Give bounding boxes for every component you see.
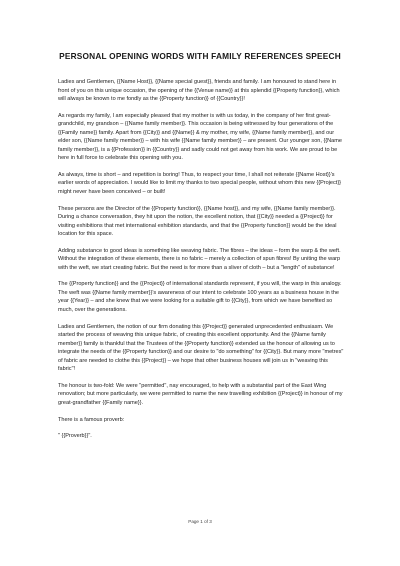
paragraph-time: As always, time is short – and repetition is boring! Thus, to respect your time, I shall not reiterate {{Name Host}}'s earlier words of appreciation. I would like to limit my thanks to two special people, without whom this new {{Project}} might never have been conceived – or built! [58, 171, 342, 195]
paragraph-greeting: Ladies and Gentlemen, {{Name Host}}, {{Name special guest}}, friends and family. I am honoured to stand here in front of you on this unique occasion, the opening of the {{Venue name}} at this splendid {{Property function}}, which will always be known to me fondly as the {{Property function}} of {{Country}}! [58, 79, 340, 102]
paragraph-director: These persons are the Director of the {{Property function}}, {{Name host}}, and my wife, {{Name family member}}. During a chance conversation, they hit upon the notion, the excellent notion, that {{City}} needed a {{Project}} for visiting exhibitions that met international exhibition standards, and that the {{Property function}} would be the ideal location for this space. [58, 205, 337, 238]
paragraph-proverb-intro: There is a famous proverb: [58, 416, 125, 423]
paragraph-enthusiasm: Ladies and Gentlemen, the notion of our firm donating this {{Project}} generated unprecedented enthusiasm. We started the process of weaving this unique fabric, of creating this excellent opportunity. And the {{Name family member}} family is thankful that the Trustees of the {{Property function}} extended us the honour of allowing us to integrate the needs of the {{Property function}} and our desire to "do something" for {{City}}. But many more "metres" of fabric are needed to clothe this {{Project}} – we hope that other business houses will join us in "weaving this fabric"! [58, 323, 344, 373]
document-body [58, 78, 346, 449]
document-title: PERSONAL OPENING WORDS WITH FAMILY REFERENCES SPEECH [59, 51, 341, 61]
paragraph-family: As regards my family, I am especially pleased that my mother is with us today, in the company of her first great-grandchild, my grandson – {{Name family member}}. This occasion is being witnessed by four generations of the {{Family name}} family. Apart from {{City}} and {{Name}} & my mother, my wife, {{Name family member}}, and our elder son, {{Name family member}} – with his wife {{Name family member}} – are present. Our younger son, {{Name family member}}, is a {{Profession}} in {{Country}} and sadly could not get away from his work. We are proud to be here in full force to celebrate this opening with you. [58, 112, 342, 162]
paragraph-honour: The honour is two-fold: We were "permitted", nay encouraged, to help with a substantial part of the East Wing renovation; but more particularly, we were permitted to name the new travelling exhibition {{Project}} in honour of my great-grandfather {{Family name}}. [58, 382, 343, 406]
page-number: Page 1 of 3 [188, 519, 212, 524]
paragraph-proverb: " {{Proverb}}". [58, 433, 92, 440]
paragraph-warp: The {{Property function}} and the {{Project}} of international standards represent, if you will, the warp in this analogy. The weft was {{Name family member}}'s awareness of our intent to celebrate 100 years as a business house in the year {{Year}} – and she knew that we were looking for a suitable gift to {{City}}, from which we have benefited so much, over the generations. [58, 281, 342, 313]
paragraph-fabric: Adding substance to good ideas is something like weaving fabric. The fibres – the ideas – form the warp & the weft. Without the integration of these elements, there is no fabric – merely a collection of spun fibres! By uniting the warp with the weft, we start creating fabric. But the need is for more than a sliver of cloth – but a "length" of substance! [58, 247, 341, 271]
